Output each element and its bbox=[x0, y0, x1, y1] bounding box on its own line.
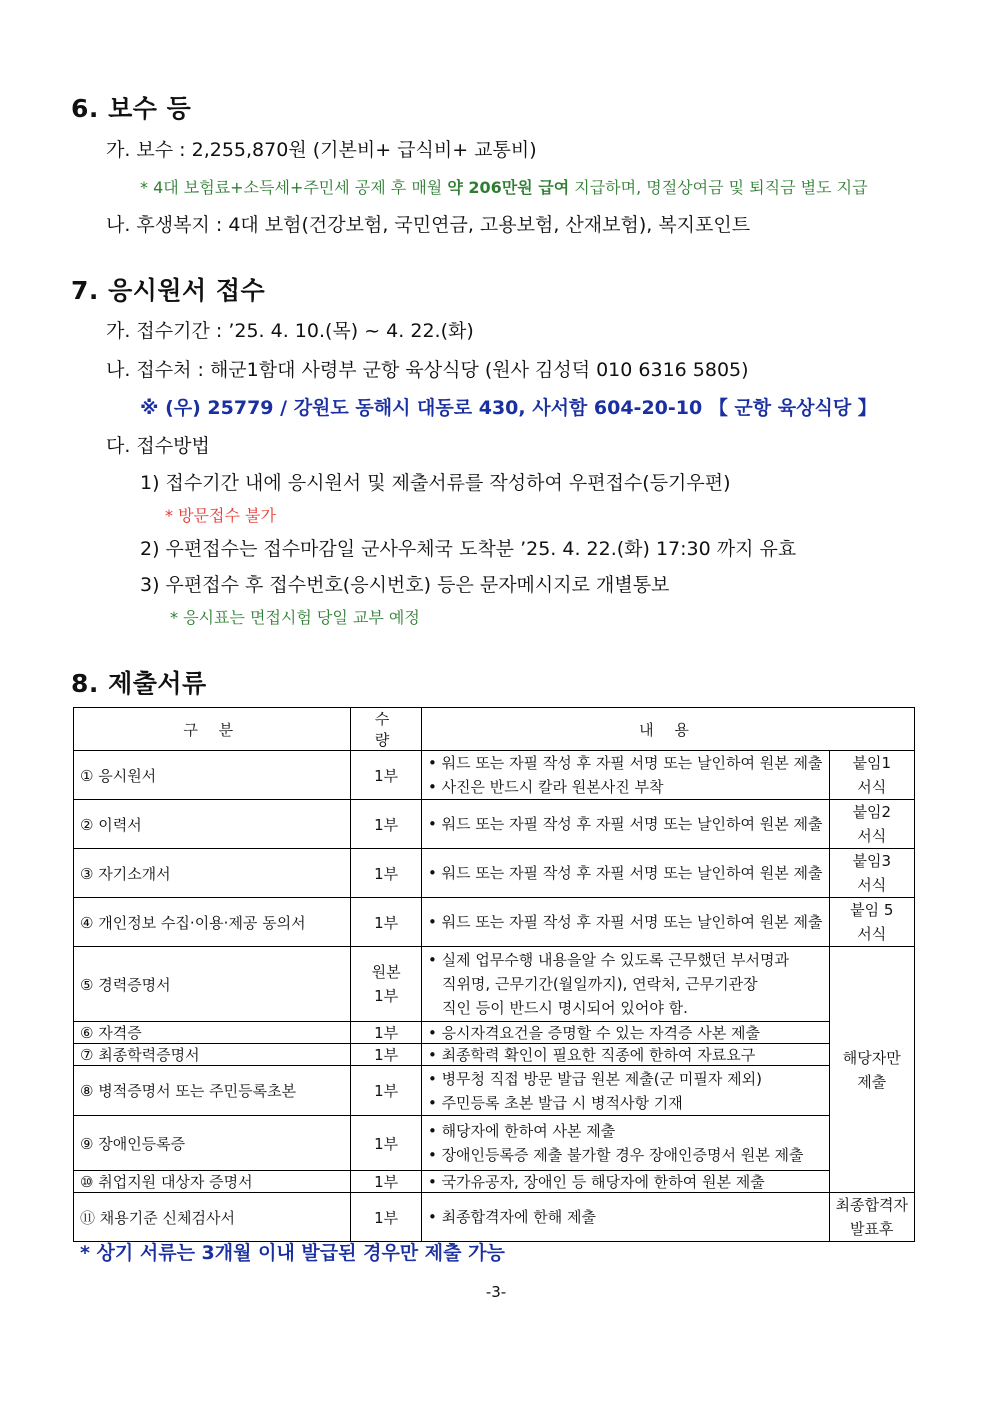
row-note bbox=[829, 1193, 914, 1242]
table-row bbox=[74, 947, 915, 1022]
note-line: 발표후 bbox=[850, 1220, 894, 1238]
section-7-heading: 7. 응시원서 접수 bbox=[71, 276, 266, 305]
qty-line: 1부 bbox=[374, 987, 399, 1005]
row-category: ⑥ 자격증 bbox=[74, 1022, 351, 1044]
row-category: ④ 개인정보 수집·이용·제공 동의서 bbox=[74, 898, 351, 947]
row-qty: 1부 bbox=[351, 1066, 422, 1116]
salary-note bbox=[140, 175, 868, 198]
row-note bbox=[829, 849, 914, 898]
row-qty: 1부 bbox=[351, 800, 422, 849]
content-line: • 국가유공자, 장애인 등 해당자에 한하여 원본 제출 bbox=[427, 1172, 765, 1191]
col-qty: 수 량 bbox=[351, 708, 422, 751]
content-line: • 해당자에 한하여 사본 제출 bbox=[427, 1122, 616, 1140]
row-qty: 1부 bbox=[351, 1193, 422, 1242]
content-line: 직인 등이 반드시 명시되어 있어야 함. bbox=[441, 999, 688, 1017]
table-row bbox=[74, 1044, 915, 1066]
method-1: 1) 접수기간 내에 응시원서 및 제출서류를 작성하여 우편접수(등기우편) bbox=[140, 472, 731, 494]
row-content bbox=[421, 947, 829, 1022]
row-category: ⑪ 채용기준 신체검사서 bbox=[74, 1193, 351, 1242]
content-line: • 워드 또는 자필 작성 후 자필 서명 또는 날인하여 원본 제출 bbox=[427, 815, 823, 833]
salary-note-pre: * 4대 보험료+소득세+주민세 공제 후 매월 bbox=[140, 178, 448, 197]
note-line: 서식 bbox=[857, 925, 887, 943]
row-content bbox=[421, 1193, 829, 1242]
application-period: 가. 접수기간 : ’25. 4. 10.(목) ~ 4. 22.(화) bbox=[106, 320, 474, 342]
row-qty: 1부 bbox=[351, 1171, 422, 1193]
salary-note-post: 지급하며, 명절상여금 및 퇴직금 별도 지급 bbox=[569, 178, 868, 197]
row-category: ⑤ 경력증명서 bbox=[74, 947, 351, 1022]
content-line: • 최종합격자에 한해 제출 bbox=[427, 1208, 597, 1226]
row-content bbox=[421, 1116, 829, 1171]
row-content bbox=[421, 898, 829, 947]
row-category: ① 응시원서 bbox=[74, 751, 351, 800]
merged-note bbox=[829, 947, 914, 1193]
table-row bbox=[74, 1066, 915, 1116]
row-content bbox=[421, 800, 829, 849]
content-line: • 워드 또는 자필 작성 후 자필 서명 또는 날인하여 원본 제출 bbox=[427, 864, 823, 882]
row-qty: 1부 bbox=[351, 1116, 422, 1171]
section-6-heading: 6. 보수 등 bbox=[71, 94, 192, 123]
application-method-title: 다. 접수방법 bbox=[106, 435, 210, 457]
table-row bbox=[74, 1116, 915, 1171]
row-qty: 1부 bbox=[351, 1022, 422, 1044]
note-line: 서식 bbox=[857, 827, 887, 845]
row-qty: 1부 bbox=[351, 898, 422, 947]
section-8-heading: 8. 제출서류 bbox=[71, 669, 207, 698]
col-content: 내 용 bbox=[421, 708, 914, 751]
row-category: ③ 자기소개서 bbox=[74, 849, 351, 898]
note-line: 최종합격자 bbox=[835, 1196, 908, 1214]
col-category: 구 분 bbox=[74, 708, 351, 751]
mailing-address: ※ (우) 25779 / 강원도 동해시 대동로 430, 사서함 604-20-10 【 군항 육상식당 】 bbox=[140, 397, 877, 419]
content-line: 직위명, 근무기간(월일까지), 연락처, 근무기관장 bbox=[441, 975, 758, 993]
row-content bbox=[421, 751, 829, 800]
note-line: 붙임2 bbox=[852, 803, 892, 821]
application-place: 나. 접수처 : 해군1함대 사령부 군항 육상식당 (원사 김성덕 010 6316 5805) bbox=[106, 359, 749, 381]
qty-line: 원본 bbox=[371, 963, 401, 981]
salary-note-bold: 약 206만원 급여 bbox=[447, 178, 570, 197]
table-row bbox=[74, 849, 915, 898]
content-line: • 주민등록 초본 발급 시 병적사항 기재 bbox=[427, 1093, 683, 1112]
note-line: 해당자만 bbox=[842, 1048, 901, 1067]
row-qty: 1부 bbox=[351, 751, 422, 800]
row-note bbox=[829, 898, 914, 947]
content-line: • 실제 업무수행 내용을알 수 있도록 근무했던 부서명과 bbox=[427, 951, 789, 969]
row-category: ⑧ 병적증명서 또는 주민등록초본 bbox=[74, 1066, 351, 1116]
row-category: ⑦ 최종학력증명서 bbox=[74, 1044, 351, 1066]
table-header-row bbox=[74, 708, 915, 751]
row-content bbox=[421, 1044, 829, 1066]
documents-table bbox=[73, 707, 915, 1242]
row-content bbox=[421, 1066, 829, 1116]
note-line: 붙임1 bbox=[852, 754, 892, 772]
salary-line: 가. 보수 : 2,255,870원 (기본비+ 급식비+ 교통비) bbox=[106, 139, 537, 161]
table-row bbox=[74, 800, 915, 849]
row-category: ⑨ 장애인등록증 bbox=[74, 1116, 351, 1171]
method-3-note: * 응시표는 면접시험 당일 교부 예정 bbox=[170, 608, 420, 627]
row-qty: 1부 bbox=[351, 1044, 422, 1066]
table-row bbox=[74, 1171, 915, 1193]
method-3: 3) 우편접수 후 접수번호(응시번호) 등은 문자메시지로 개별통보 bbox=[140, 574, 670, 596]
content-line: • 최종학력 확인이 필요한 직종에 한하여 자료요구 bbox=[427, 1045, 756, 1064]
row-note bbox=[829, 751, 914, 800]
row-category: ⑩ 취업지원 대상자 증명서 bbox=[74, 1171, 351, 1193]
table-row bbox=[74, 751, 915, 800]
content-line: • 응시자격요건을 증명할 수 있는 자격증 사본 제출 bbox=[427, 1023, 760, 1042]
content-line: • 사진은 반드시 칼라 원본사진 부착 bbox=[427, 778, 664, 796]
table-row bbox=[74, 898, 915, 947]
row-qty: 1부 bbox=[351, 849, 422, 898]
method-2: 2) 우편접수는 접수마감일 군사우체국 도착분 ’25. 4. 22.(화) 17:30 까지 유효 bbox=[140, 538, 797, 560]
method-1-note: * 방문접수 불가 bbox=[165, 506, 276, 525]
content-line: • 워드 또는 자필 작성 후 자필 서명 또는 날인하여 원본 제출 bbox=[427, 913, 823, 931]
note-line: 붙임 5 bbox=[850, 901, 894, 919]
row-content bbox=[421, 1022, 829, 1044]
table-row bbox=[74, 1193, 915, 1242]
row-qty bbox=[351, 947, 422, 1022]
row-content bbox=[421, 849, 829, 898]
note-line: 서식 bbox=[857, 778, 887, 796]
note-line: 붙임3 bbox=[852, 852, 892, 870]
documents-footnote: * 상기 서류는 3개월 이내 발급된 경우만 제출 가능 bbox=[80, 1242, 505, 1264]
content-line: • 워드 또는 자필 작성 후 자필 서명 또는 날인하여 원본 제출 bbox=[427, 754, 823, 772]
table-row bbox=[74, 1022, 915, 1044]
content-line: • 장애인등록증 제출 불가할 경우 장애인증명서 원본 제출 bbox=[427, 1146, 804, 1164]
page-number: -3- bbox=[485, 1283, 507, 1301]
row-category: ② 이력서 bbox=[74, 800, 351, 849]
row-content bbox=[421, 1171, 829, 1193]
content-line: • 병무청 직접 방문 발급 원본 제출(군 미필자 제외) bbox=[427, 1069, 762, 1088]
row-note bbox=[829, 800, 914, 849]
note-line: 서식 bbox=[857, 876, 887, 894]
welfare-line: 나. 후생복지 : 4대 보험(건강보험, 국민연금, 고용보험, 산재보험), 복지포인트 bbox=[106, 214, 751, 236]
note-line: 제출 bbox=[857, 1072, 887, 1091]
